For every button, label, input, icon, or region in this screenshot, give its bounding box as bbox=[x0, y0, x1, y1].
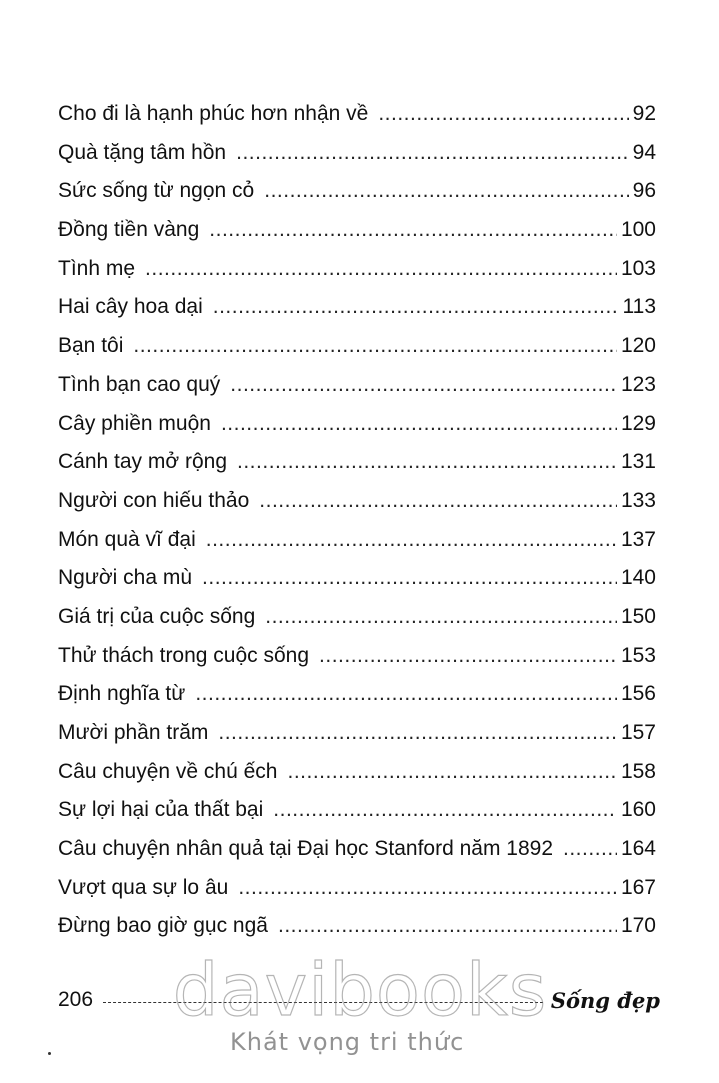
toc-entry bbox=[58, 907, 656, 946]
toc-entry bbox=[58, 791, 656, 830]
toc-dot-leader bbox=[218, 714, 617, 753]
toc-entry-title: Câu chuyện về chú ếch bbox=[58, 759, 278, 783]
toc-entry-title: Đừng bao giờ gục ngã bbox=[58, 914, 268, 938]
toc-entry-page: 150 bbox=[620, 604, 656, 628]
toc-entry bbox=[58, 559, 656, 598]
toc-entry-page: 158 bbox=[620, 759, 656, 783]
toc-entry-page: 156 bbox=[620, 682, 656, 706]
footer-page-number: 206 bbox=[58, 988, 94, 1011]
toc-dot-leader bbox=[206, 521, 617, 560]
table-of-contents bbox=[58, 95, 656, 946]
toc-entry-page: 133 bbox=[620, 488, 656, 512]
toc-entry-title: Món quà vĩ đại bbox=[58, 527, 196, 551]
toc-entry-title: Định nghĩa từ bbox=[58, 682, 186, 706]
toc-entry-title: Tình mẹ bbox=[58, 256, 136, 280]
watermark-brand: davibooks bbox=[172, 948, 548, 1032]
toc-entry-page: 167 bbox=[620, 875, 656, 899]
toc-dot-leader bbox=[265, 598, 617, 637]
toc-entry-page: 96 bbox=[632, 179, 656, 203]
toc-entry-page: 137 bbox=[620, 527, 656, 551]
toc-entry-page: 153 bbox=[620, 643, 656, 667]
toc-entry bbox=[58, 172, 656, 211]
toc-entry bbox=[58, 521, 656, 560]
toc-entry-title: Cây phiền muộn bbox=[58, 411, 211, 435]
toc-dot-leader bbox=[133, 327, 617, 366]
toc-dot-leader bbox=[202, 559, 617, 598]
toc-entry-title: Câu chuyện nhân quả tại Đại học Stanford năm 1892 bbox=[58, 837, 554, 861]
footer-book-title: Sống đẹp bbox=[550, 987, 660, 1013]
toc-entry bbox=[58, 95, 656, 134]
toc-dot-leader bbox=[287, 753, 616, 792]
toc-entry-page: 120 bbox=[620, 334, 656, 358]
toc-entry-title: Thử thách trong cuộc sống bbox=[58, 643, 310, 667]
toc-entry-page: 140 bbox=[620, 566, 656, 590]
toc-entry-title: Giá trị của cuộc sống bbox=[58, 604, 256, 628]
toc-entry bbox=[58, 714, 656, 753]
toc-entry-page: 131 bbox=[620, 450, 656, 474]
toc-dot-leader bbox=[264, 172, 628, 211]
toc-entry bbox=[58, 327, 656, 366]
toc-entry-title: Vượt qua sự lo âu bbox=[58, 875, 229, 899]
scan-speck bbox=[48, 1052, 51, 1055]
toc-entry-title: Hai cây hoa dại bbox=[58, 295, 203, 319]
toc-dot-leader bbox=[273, 791, 617, 830]
page-footer bbox=[58, 982, 660, 1018]
toc-entry bbox=[58, 598, 656, 637]
toc-entry-page: 94 bbox=[632, 140, 656, 164]
toc-entry-title: Cho đi là hạnh phúc hơn nhận về bbox=[58, 102, 369, 125]
toc-entry bbox=[58, 211, 656, 250]
toc-dot-leader bbox=[378, 95, 628, 134]
toc-entry-page: 113 bbox=[622, 295, 656, 319]
toc-dot-leader bbox=[238, 869, 617, 908]
toc-entry-title: Tình bạn cao quý bbox=[58, 372, 221, 396]
toc-entry bbox=[58, 366, 656, 405]
toc-dot-leader bbox=[237, 443, 617, 482]
toc-dot-leader bbox=[209, 211, 617, 250]
toc-entry-title: Bạn tôi bbox=[58, 334, 124, 358]
toc-dot-leader bbox=[319, 637, 617, 676]
toc-entry-page: 103 bbox=[620, 256, 656, 280]
toc-dot-leader bbox=[213, 288, 619, 327]
toc-dot-leader bbox=[236, 134, 629, 173]
toc-entry-title: Sức sống từ ngọn cỏ bbox=[58, 179, 255, 203]
toc-entry bbox=[58, 134, 656, 173]
toc-entry bbox=[58, 443, 656, 482]
toc-entry bbox=[58, 753, 656, 792]
toc-entry bbox=[58, 830, 656, 869]
toc-entry bbox=[58, 869, 656, 908]
toc-entry-page: 164 bbox=[620, 837, 656, 861]
toc-entry-page: 123 bbox=[620, 372, 656, 396]
toc-entry-page: 170 bbox=[620, 914, 656, 938]
toc-entry bbox=[58, 482, 656, 521]
toc-entry-title: Người con hiếu thảo bbox=[58, 488, 250, 512]
toc-entry-page: 100 bbox=[620, 218, 656, 242]
toc-dot-leader bbox=[145, 250, 617, 289]
toc-dot-leader bbox=[221, 405, 617, 444]
toc-entry-title: Cánh tay mở rộng bbox=[58, 450, 228, 474]
toc-entry-page: 92 bbox=[632, 102, 656, 125]
toc-entry-title: Người cha mù bbox=[58, 566, 193, 590]
toc-dot-leader bbox=[278, 907, 617, 946]
toc-entry-title: Mười phần trăm bbox=[58, 721, 209, 744]
toc-entry bbox=[58, 288, 656, 327]
toc-entry-page: 129 bbox=[620, 411, 656, 435]
toc-dot-leader bbox=[563, 830, 617, 869]
toc-dot-leader bbox=[259, 482, 617, 521]
toc-entry bbox=[58, 250, 656, 289]
toc-entry-title: Sự lợi hại của thất bại bbox=[58, 798, 264, 822]
toc-entry-page: 160 bbox=[620, 798, 656, 822]
toc-entry bbox=[58, 637, 656, 676]
toc-dot-leader bbox=[230, 366, 617, 405]
toc-entry-page: 157 bbox=[620, 721, 656, 744]
toc-entry bbox=[58, 405, 656, 444]
toc-entry bbox=[58, 675, 656, 714]
toc-entry-title: Quà tặng tâm hồn bbox=[58, 140, 227, 164]
footer-divider bbox=[103, 1002, 543, 1003]
toc-entry-title: Đồng tiền vàng bbox=[58, 218, 200, 242]
watermark-slogan: Khát vọng tri thức bbox=[230, 1028, 465, 1056]
toc-dot-leader bbox=[195, 675, 617, 714]
